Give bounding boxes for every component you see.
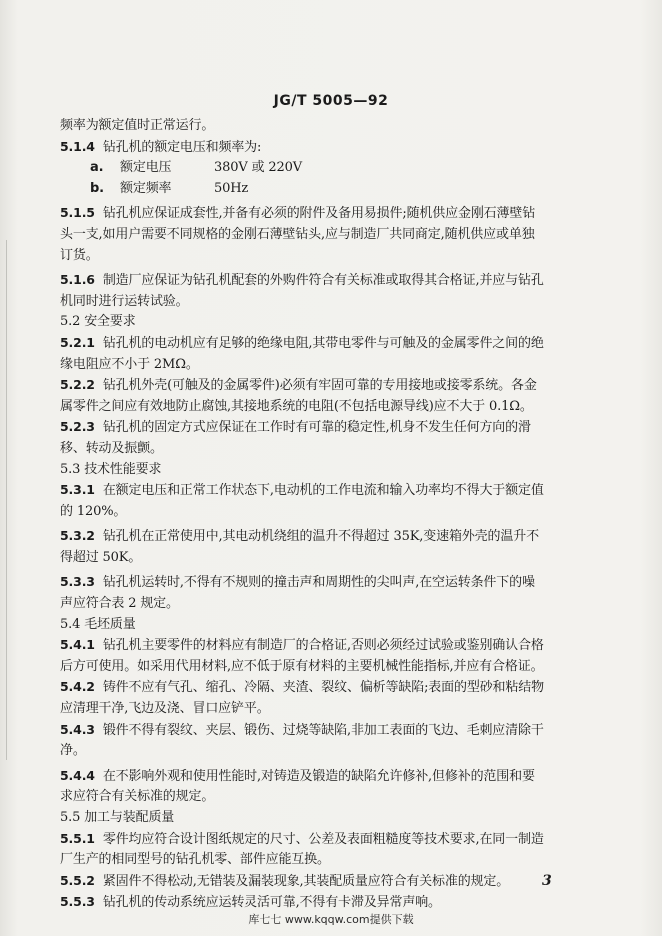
clause-5-2-2 — [60, 375, 626, 397]
page-number: 3 — [542, 873, 552, 889]
clause-number: 5.1.6 — [60, 272, 95, 288]
clause-text: 钻孔机的电动机应有足够的绝缘电阻,其带电零件与可触及的金属零件之间的绝 — [102, 335, 544, 351]
section-heading-5-2: 5.2 安全要求 — [60, 314, 136, 330]
clause-5-1-6 — [60, 270, 626, 292]
clause-5-4-4 — [60, 766, 626, 788]
item-label: b. — [90, 180, 104, 196]
clause-number: 5.2.1 — [60, 334, 95, 350]
clause-5-2-3 — [60, 417, 626, 439]
clause-text: 钻孔机的固定方式应保证在工作时有可靠的稳定性,机身不发生任何方向的滑 — [102, 420, 531, 436]
clause-number: 5.3.3 — [60, 574, 95, 590]
section-heading-5-5: 5.5 加工与装配质量 — [60, 810, 175, 825]
document-body — [60, 116, 626, 914]
text-line: 得超过 50K。 — [60, 549, 142, 565]
clause-number: 5.2.3 — [60, 419, 95, 435]
clause-number: 5.2.2 — [60, 377, 95, 393]
clause-text: 制造厂应保证为钻孔机配套的外购件符合有关标准或取得其合格证,并应与钻孔 — [102, 273, 544, 289]
text-line: 缘电阻应不小于 2MΩ。 — [60, 356, 199, 372]
clause-number: 5.4.3 — [60, 721, 95, 737]
clause-number: 5.5.1 — [60, 830, 95, 846]
clause-5-5-1 — [60, 829, 626, 851]
item-value: 50Hz — [214, 180, 249, 196]
clause-5-4-1 — [60, 635, 626, 657]
clause-text: 钻孔机的传动系统应运转灵活可靠,不得有卡滞及异常声响。 — [102, 895, 441, 911]
clause-number: 5.4.2 — [60, 679, 95, 695]
item-label: a. — [90, 160, 104, 176]
clause-text: 钻孔机在正常使用中,其电动机绕组的温升不得超过 35K,变速箱外壳的温升不 — [102, 529, 539, 545]
text-line: 频率为额定值时正常运行。 — [60, 118, 215, 133]
standard-code-header: JG/T 5005—92 — [273, 93, 389, 109]
text-line: 订货。 — [60, 247, 99, 263]
section-heading-5-3: 5.3 技术性能要求 — [60, 461, 162, 477]
clause-5-4-2 — [60, 677, 626, 699]
clause-5-1-5 — [60, 203, 626, 225]
clause-text: 在额定电压和正常工作状态下,电动机的工作电流和输入功率均不得大于额定值 — [102, 483, 544, 499]
text-line: 求应符合有关标准的规定。 — [60, 789, 215, 805]
item-name: 额定电压 — [120, 160, 172, 176]
text-line: 声应符合表 2 规定。 — [60, 596, 179, 612]
clause-number: 5.3.1 — [60, 482, 95, 498]
text-line: 移、转动及振颤。 — [60, 440, 163, 456]
clause-5-2-1 — [60, 333, 626, 355]
clause-text: 紧固件不得松动,无错装及漏装现象,其装配质量应符合有关标准的规定。 — [102, 873, 510, 889]
clause-text: 铸件不应有气孔、缩孔、冷隔、夹渣、裂纹、偏析等缺陷;表面的型砂和粘结物 — [102, 680, 544, 696]
clause-number: 5.4.1 — [60, 637, 95, 653]
scan-edge-line — [6, 240, 7, 760]
item-name: 额定频率 — [120, 180, 172, 196]
clause-5-1-4 — [60, 137, 626, 159]
text-line: 机同时进行运转试验。 — [60, 293, 189, 309]
text-line: 属零件之间应有效地防止腐蚀,其接地系统的电阻(不包括电源导线)应不大于 0.1Ω。 — [60, 398, 533, 414]
text-line: 应清理干净,飞边及浇、冒口应铲平。 — [60, 701, 270, 717]
text-line: 头一支,如用户需要不同规格的金刚石薄壁钻头,应与制造厂共同商定,随机供应或单独 — [60, 226, 535, 242]
clause-number: 5.5.3 — [60, 894, 95, 910]
clause-text: 钻孔机的额定电压和频率为: — [102, 139, 262, 155]
item-value: 380V 或 220V — [214, 160, 303, 176]
clause-text: 锻件不得有裂纹、夹层、锻伤、过烧等缺陷,非加工表面的飞边、毛刺应清除干 — [102, 722, 544, 738]
clause-5-3-2 — [60, 526, 626, 548]
clause-text: 钻孔机应保证成套性,并备有必须的附件及备用易损件;随机供应金刚石薄壁钻 — [102, 206, 536, 222]
clause-number: 5.4.4 — [60, 767, 95, 783]
text-line: 的 120%。 — [60, 503, 127, 519]
section-heading-5-4: 5.4 毛坯质量 — [60, 616, 136, 632]
list-item-b — [60, 179, 626, 200]
clause-text: 钻孔机主要零件的材料应有制造厂的合格证,否则必须经过试验或鉴别确认合格 — [102, 638, 544, 654]
clause-number: 5.1.5 — [60, 205, 95, 221]
clause-text: 钻孔机外壳(可触及的金属零件)必须有牢固可靠的专用接地或接零系统。各金 — [102, 378, 537, 394]
clause-text: 钻孔机运转时,不得有不规则的撞击声和周期性的尖叫声,在空运转条件下的噪 — [102, 575, 535, 591]
text-line: 厂生产的相同型号的钻孔机零、部件应能互换。 — [60, 852, 330, 868]
list-item-a — [60, 158, 626, 179]
clause-5-3-3 — [60, 572, 626, 594]
text-line: 后方可使用。如采用代用材料,应不低于原有材料的主要机械性能指标,并应有合格证。 — [60, 658, 544, 674]
clause-text: 在不影响外观和使用性能时,对铸造及锻造的缺陷允许修补,但修补的范围和要 — [102, 768, 535, 784]
clause-number: 5.1.4 — [60, 138, 95, 154]
download-footer: 库七七 www.kqqw.com提供下载 — [248, 913, 414, 926]
clause-text: 零件均应符合设计图纸规定的尺寸、公差及表面粗糙度等技术要求,在同一制造 — [102, 831, 544, 847]
clause-5-3-1 — [60, 480, 626, 502]
clause-number: 5.5.2 — [60, 872, 95, 888]
clause-5-4-3 — [60, 720, 626, 742]
clause-number: 5.3.2 — [60, 528, 95, 544]
text-line: 净。 — [60, 743, 86, 759]
